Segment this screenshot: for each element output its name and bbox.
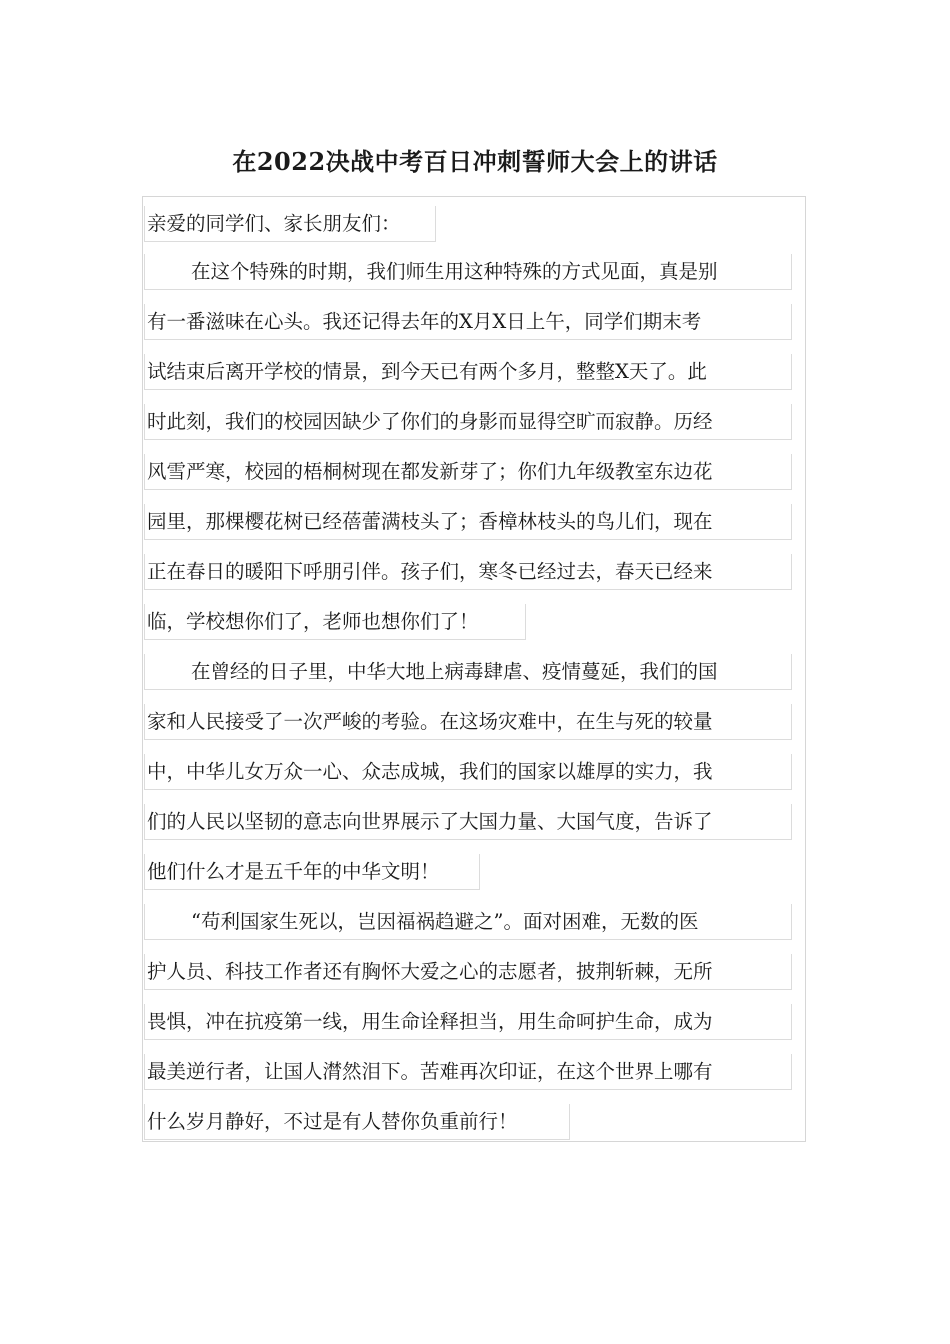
text-line: 有一番滋味在心头。我还记得去年的X月X日上午，同学们期末考: [144, 304, 792, 340]
greeting-line: 亲爱的同学们、家长朋友们：: [144, 206, 436, 242]
text-line: 在这个特殊的时期，我们师生用这种特殊的方式见面，真是别: [144, 254, 792, 290]
text-line: 中，中华儿女万众一心、众志成城，我们的国家以雄厚的实力，我: [144, 754, 792, 790]
text-line: 最美逆行者，让国人潸然泪下。苦难再次印证，在这个世界上哪有: [144, 1054, 792, 1090]
text-line: “苟利国家生死以，岂因福祸趋避之”。面对困难，无数的医: [144, 904, 792, 940]
text-line: 在曾经的日子里，中华大地上病毒肆虐、疫情蔓延，我们的国: [144, 654, 792, 690]
text-line: 临，学校想你们了，老师也想你们了！: [144, 604, 526, 640]
document-title: 在2022决战中考百日冲刺誓师大会上的讲话: [232, 147, 718, 176]
text-line: 正在春日的暖阳下呼朋引伴。孩子们，寒冬已经过去，春天已经来: [144, 554, 792, 590]
text-line: 试结束后离开学校的情景，到今天已有两个多月，整整X天了。此: [144, 354, 792, 390]
text-line: 畏惧，冲在抗疫第一线，用生命诠释担当，用生命呵护生命，成为: [144, 1004, 792, 1040]
text-line: 什么岁月静好，不过是有人替你负重前行！: [144, 1104, 570, 1140]
text-line: 他们什么才是五千年的中华文明！: [144, 854, 480, 890]
text-line: 时此刻，我们的校园因缺少了你们的身影而显得空旷而寂静。历经: [144, 404, 792, 440]
text-line: 园里，那棵樱花树已经蓓蕾满枝头了；香樟林枝头的鸟儿们，现在: [144, 504, 792, 540]
text-line: 家和人民接受了一次严峻的考验。在这场灾难中，在生与死的较量: [144, 704, 792, 740]
text-line: 风雪严寒，校园的梧桐树现在都发新芽了；你们九年级教室东边花: [144, 454, 792, 490]
text-line: 护人员、科技工作者还有胸怀大爱之心的志愿者，披荆斩棘，无所: [144, 954, 792, 990]
text-line: 们的人民以坚韧的意志向世界展示了大国力量、大国气度，告诉了: [144, 804, 792, 840]
